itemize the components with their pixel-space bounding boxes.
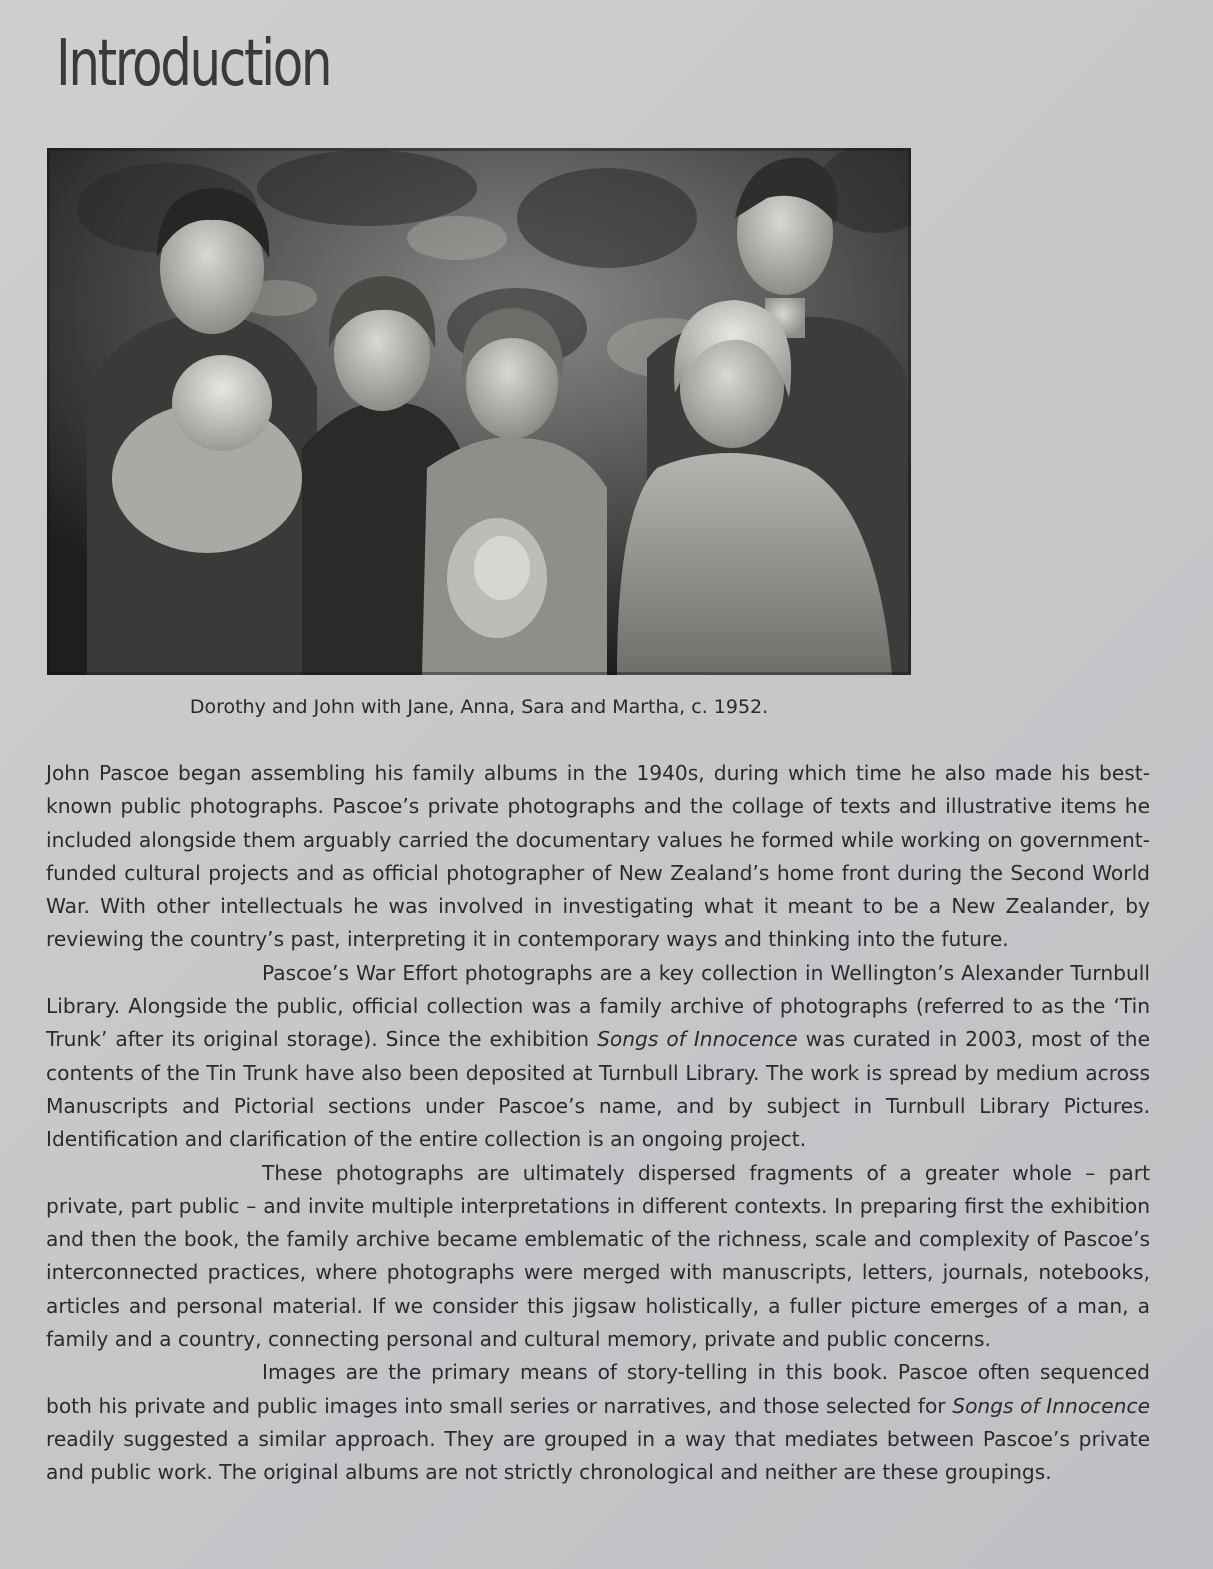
page-title: Introduction (56, 27, 331, 101)
book-title-italic: Songs of Innocence (597, 1027, 798, 1052)
paragraph-2-part-1: Pascoe’s War Effort photographs are a key collection in Wellington’s Alexander Turnbull Library. Alongside the public, official collection was a family archive of photographs (referred to as the ‘Tin Trunk’ after its original storage). Since the exhibition (46, 960, 1150, 1052)
paragraph-2-part-2: was curated in 2003, most of the contents of the Tin Trunk have also been deposited at Turnbull Library. The work is spread by medium across Manuscripts and Pictorial sections under Pascoe’s name, and by subject in Turnbull Library Pictures. Identification and clarification of the entire collection is an ongoing project. (46, 1027, 1151, 1152)
paragraph-4-part-1: Images are the primary means of story-telling in this book. Pascoe often sequenced both his private and public images into small series or narratives, and those selected for (46, 1360, 1150, 1418)
paragraph-4-part-2: readily suggested a similar approach. They are grouped in a way that mediates between Pascoe’s private and public work. The original albums are not strictly chronological and neither are these groupings. (46, 1426, 1150, 1485)
family-photograph-image (47, 148, 911, 675)
paragraph-1: John Pascoe began assembling his family albums in the 1940s, during which time he also made his best-known public photographs. Pascoe’s private photographs and the collage of texts and illustrative items he included alongside them arguably carried the documentary values he formed while working on government-funded cultural projects and as official photographer of New Zealand’s home front during the Second World War. With other intellectuals he was involved in investigating what it meant to be a New Zealander, by reviewing the country’s past, interpreting it in contemporary ways and thinking into the future. (46, 761, 1150, 952)
family-photograph (47, 148, 911, 675)
paragraph-3: These photographs are ultimately dispersed fragments of a greater whole – part private, part public – and invite multiple interpretations in different contexts. In preparing first the exhibition and then the book, the family archive became emblematic of the richness, scale and complexity of Pascoe’s interconnected practices, where photographs were merged with manuscripts, letters, journals, notebooks, articles and personal material. If we consider this jigsaw holistically, a fuller picture emerges of a man, a family and a country, connecting personal and cultural memory, private and public concerns. (46, 1160, 1150, 1352)
body-text (46, 757, 1150, 1490)
photo-caption: Dorothy and John with Jane, Anna, Sara and Martha, c. 1952. (189, 696, 769, 718)
paragraph-2 (46, 957, 1150, 1157)
book-title-italic: Songs of Innocence (952, 1393, 1150, 1418)
paragraph-4 (46, 1356, 1150, 1489)
